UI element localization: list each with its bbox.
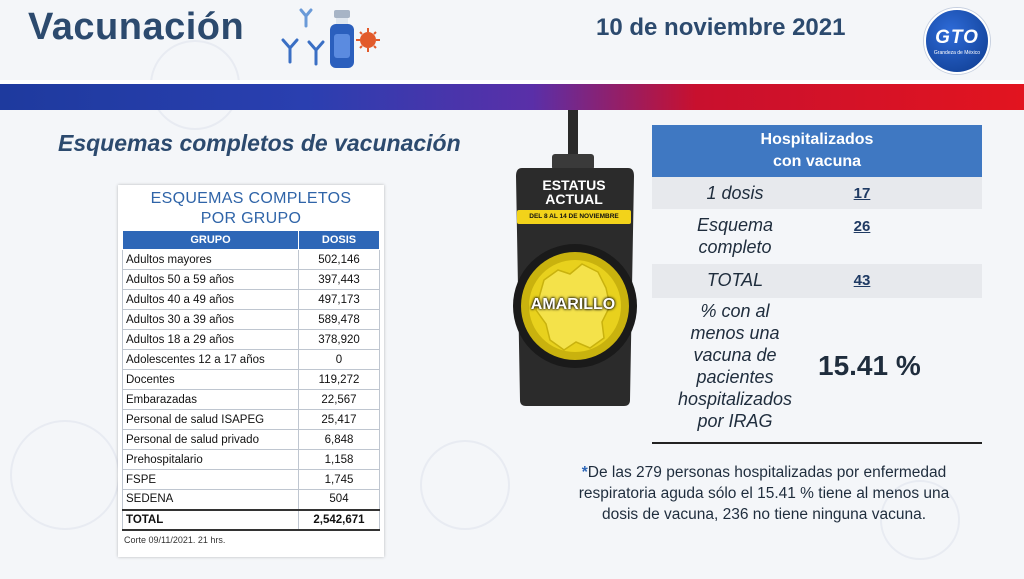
- complete-scheme-label-line2: completo: [698, 237, 772, 257]
- doses-cell: 504: [299, 490, 380, 510]
- percentage-label-line: % con al: [700, 301, 770, 321]
- column-header-group: GRUPO: [123, 231, 299, 250]
- doses-cell: 589,478: [299, 310, 380, 330]
- complete-scheme-label: [652, 214, 818, 258]
- group-cell: Adultos 18 a 29 años: [123, 330, 299, 350]
- status-label: [524, 178, 624, 206]
- group-table: [122, 230, 380, 531]
- percentage-label-line: menos una: [690, 323, 780, 343]
- hospitalized-row-complete-scheme: [652, 209, 982, 261]
- logo-tagline: Grandeza de México: [933, 50, 981, 56]
- doses-cell: 378,920: [299, 330, 380, 350]
- table-row: [123, 250, 380, 270]
- footnote: [538, 462, 990, 525]
- doses-cell: 497,173: [299, 290, 380, 310]
- group-cell: Docentes: [123, 370, 299, 390]
- doses-cell: 1,745: [299, 470, 380, 490]
- table-row: [123, 490, 380, 510]
- percentage-label-line: pacientes: [696, 367, 774, 387]
- footnote-line2: respiratoria aguda sólo el 15.41 % tiene al menos una: [578, 485, 950, 502]
- table-row: [123, 330, 380, 350]
- group-table-title-line1: ESQUEMAS COMPLETOS: [150, 190, 352, 207]
- group-cell: Adultos 50 a 59 años: [123, 270, 299, 290]
- group-cell: Prehospitalario: [123, 450, 299, 470]
- table-row: [123, 310, 380, 330]
- hospitalized-row-total: [652, 264, 982, 298]
- percentage-label-line: hospitalizados: [677, 389, 793, 409]
- table-row: [123, 290, 380, 310]
- group-cell: Adultos mayores: [123, 250, 299, 270]
- doses-cell: 1,158: [299, 450, 380, 470]
- group-cell: Adolescentes 12 a 17 años: [123, 350, 299, 370]
- footnote-line1-text: De las 279 personas hospitalizadas por enfermedad: [587, 464, 947, 481]
- complete-scheme-label-line1: Esquema: [696, 215, 774, 235]
- background-virus-decoration: [420, 440, 510, 530]
- footnote-line1: [538, 462, 990, 483]
- table-row: [123, 350, 380, 370]
- status-label-line2: ACTUAL: [545, 191, 603, 207]
- group-cell: Adultos 30 a 39 años: [123, 310, 299, 330]
- doses-cell: 397,443: [299, 270, 380, 290]
- total-label: TOTAL: [706, 270, 764, 290]
- background-virus-decoration: [10, 420, 120, 530]
- table-row: [123, 450, 380, 470]
- table-total-row: [123, 510, 380, 530]
- table-header-row: [123, 231, 380, 250]
- page-title: Vacunación: [28, 6, 245, 48]
- percentage-value: 15.41 %: [818, 350, 921, 381]
- section-subtitle: Esquemas completos de vacunación: [58, 130, 461, 156]
- doses-cell: 119,272: [299, 370, 380, 390]
- table-row: [123, 370, 380, 390]
- one-dose-value[interactable]: 17: [853, 185, 871, 202]
- hospitalized-row-percentage: [652, 300, 982, 440]
- footnote-line3: dosis de vacuna, 236 no tiene ninguna vacuna.: [601, 506, 927, 523]
- table-row: [123, 270, 380, 290]
- table-row: [123, 390, 380, 410]
- group-cell: FSPE: [123, 470, 299, 490]
- doses-cell: 502,146: [299, 250, 380, 270]
- gto-logo: [924, 8, 990, 74]
- table-row: [123, 430, 380, 450]
- group-cell: Adultos 40 a 49 años: [123, 290, 299, 310]
- doses-cell: 22,567: [299, 390, 380, 410]
- footnote-asterisk: *: [581, 464, 588, 481]
- color-band: [0, 84, 1024, 110]
- percentage-label: [652, 300, 818, 432]
- status-traffic-light: [506, 110, 644, 410]
- status-level: AMARILLO: [530, 296, 616, 313]
- group-cell: SEDENA: [123, 490, 299, 510]
- vaccine-illustration-icon: [272, 4, 384, 74]
- percentage-label-line: vacuna de: [693, 345, 777, 365]
- one-dose-label: 1 dosis: [706, 183, 764, 203]
- table-row: [123, 470, 380, 490]
- column-header-doses: DOSIS: [299, 231, 380, 250]
- doses-cell: 6,848: [299, 430, 380, 450]
- report-date: 10 de noviembre 2021: [596, 14, 846, 41]
- group-cell: Personal de salud privado: [123, 430, 299, 450]
- group-table-title-line2: POR GRUPO: [200, 210, 302, 227]
- doses-cell: 0: [299, 350, 380, 370]
- percentage-label-line: por IRAG: [697, 411, 773, 431]
- logo-text: GTO: [935, 27, 979, 48]
- group-table-card: [118, 185, 384, 557]
- hospitalized-header-line2: con vacuna: [772, 153, 862, 170]
- total-label-cell: TOTAL: [123, 510, 299, 530]
- doses-cell: 25,417: [299, 410, 380, 430]
- table-cutoff-note: Corte 09/11/2021. 21 hrs.: [124, 534, 226, 545]
- group-cell: Personal de salud ISAPEG: [123, 410, 299, 430]
- total-value-cell: 2,542,671: [299, 510, 380, 530]
- hospitalized-row-one-dose: [652, 177, 982, 209]
- status-label-line1: ESTATUS: [542, 177, 606, 193]
- hospitalized-table-header: [652, 125, 982, 177]
- table-row: [123, 410, 380, 430]
- complete-scheme-value[interactable]: 26: [853, 218, 871, 235]
- table-bottom-rule: [652, 442, 982, 444]
- total-value[interactable]: 43: [853, 272, 871, 289]
- hospitalized-header-line1: Hospitalizados: [760, 131, 874, 148]
- status-date-range: DEL 8 AL 14 DE NOVIEMBRE: [517, 210, 631, 224]
- group-cell: Embarazadas: [123, 390, 299, 410]
